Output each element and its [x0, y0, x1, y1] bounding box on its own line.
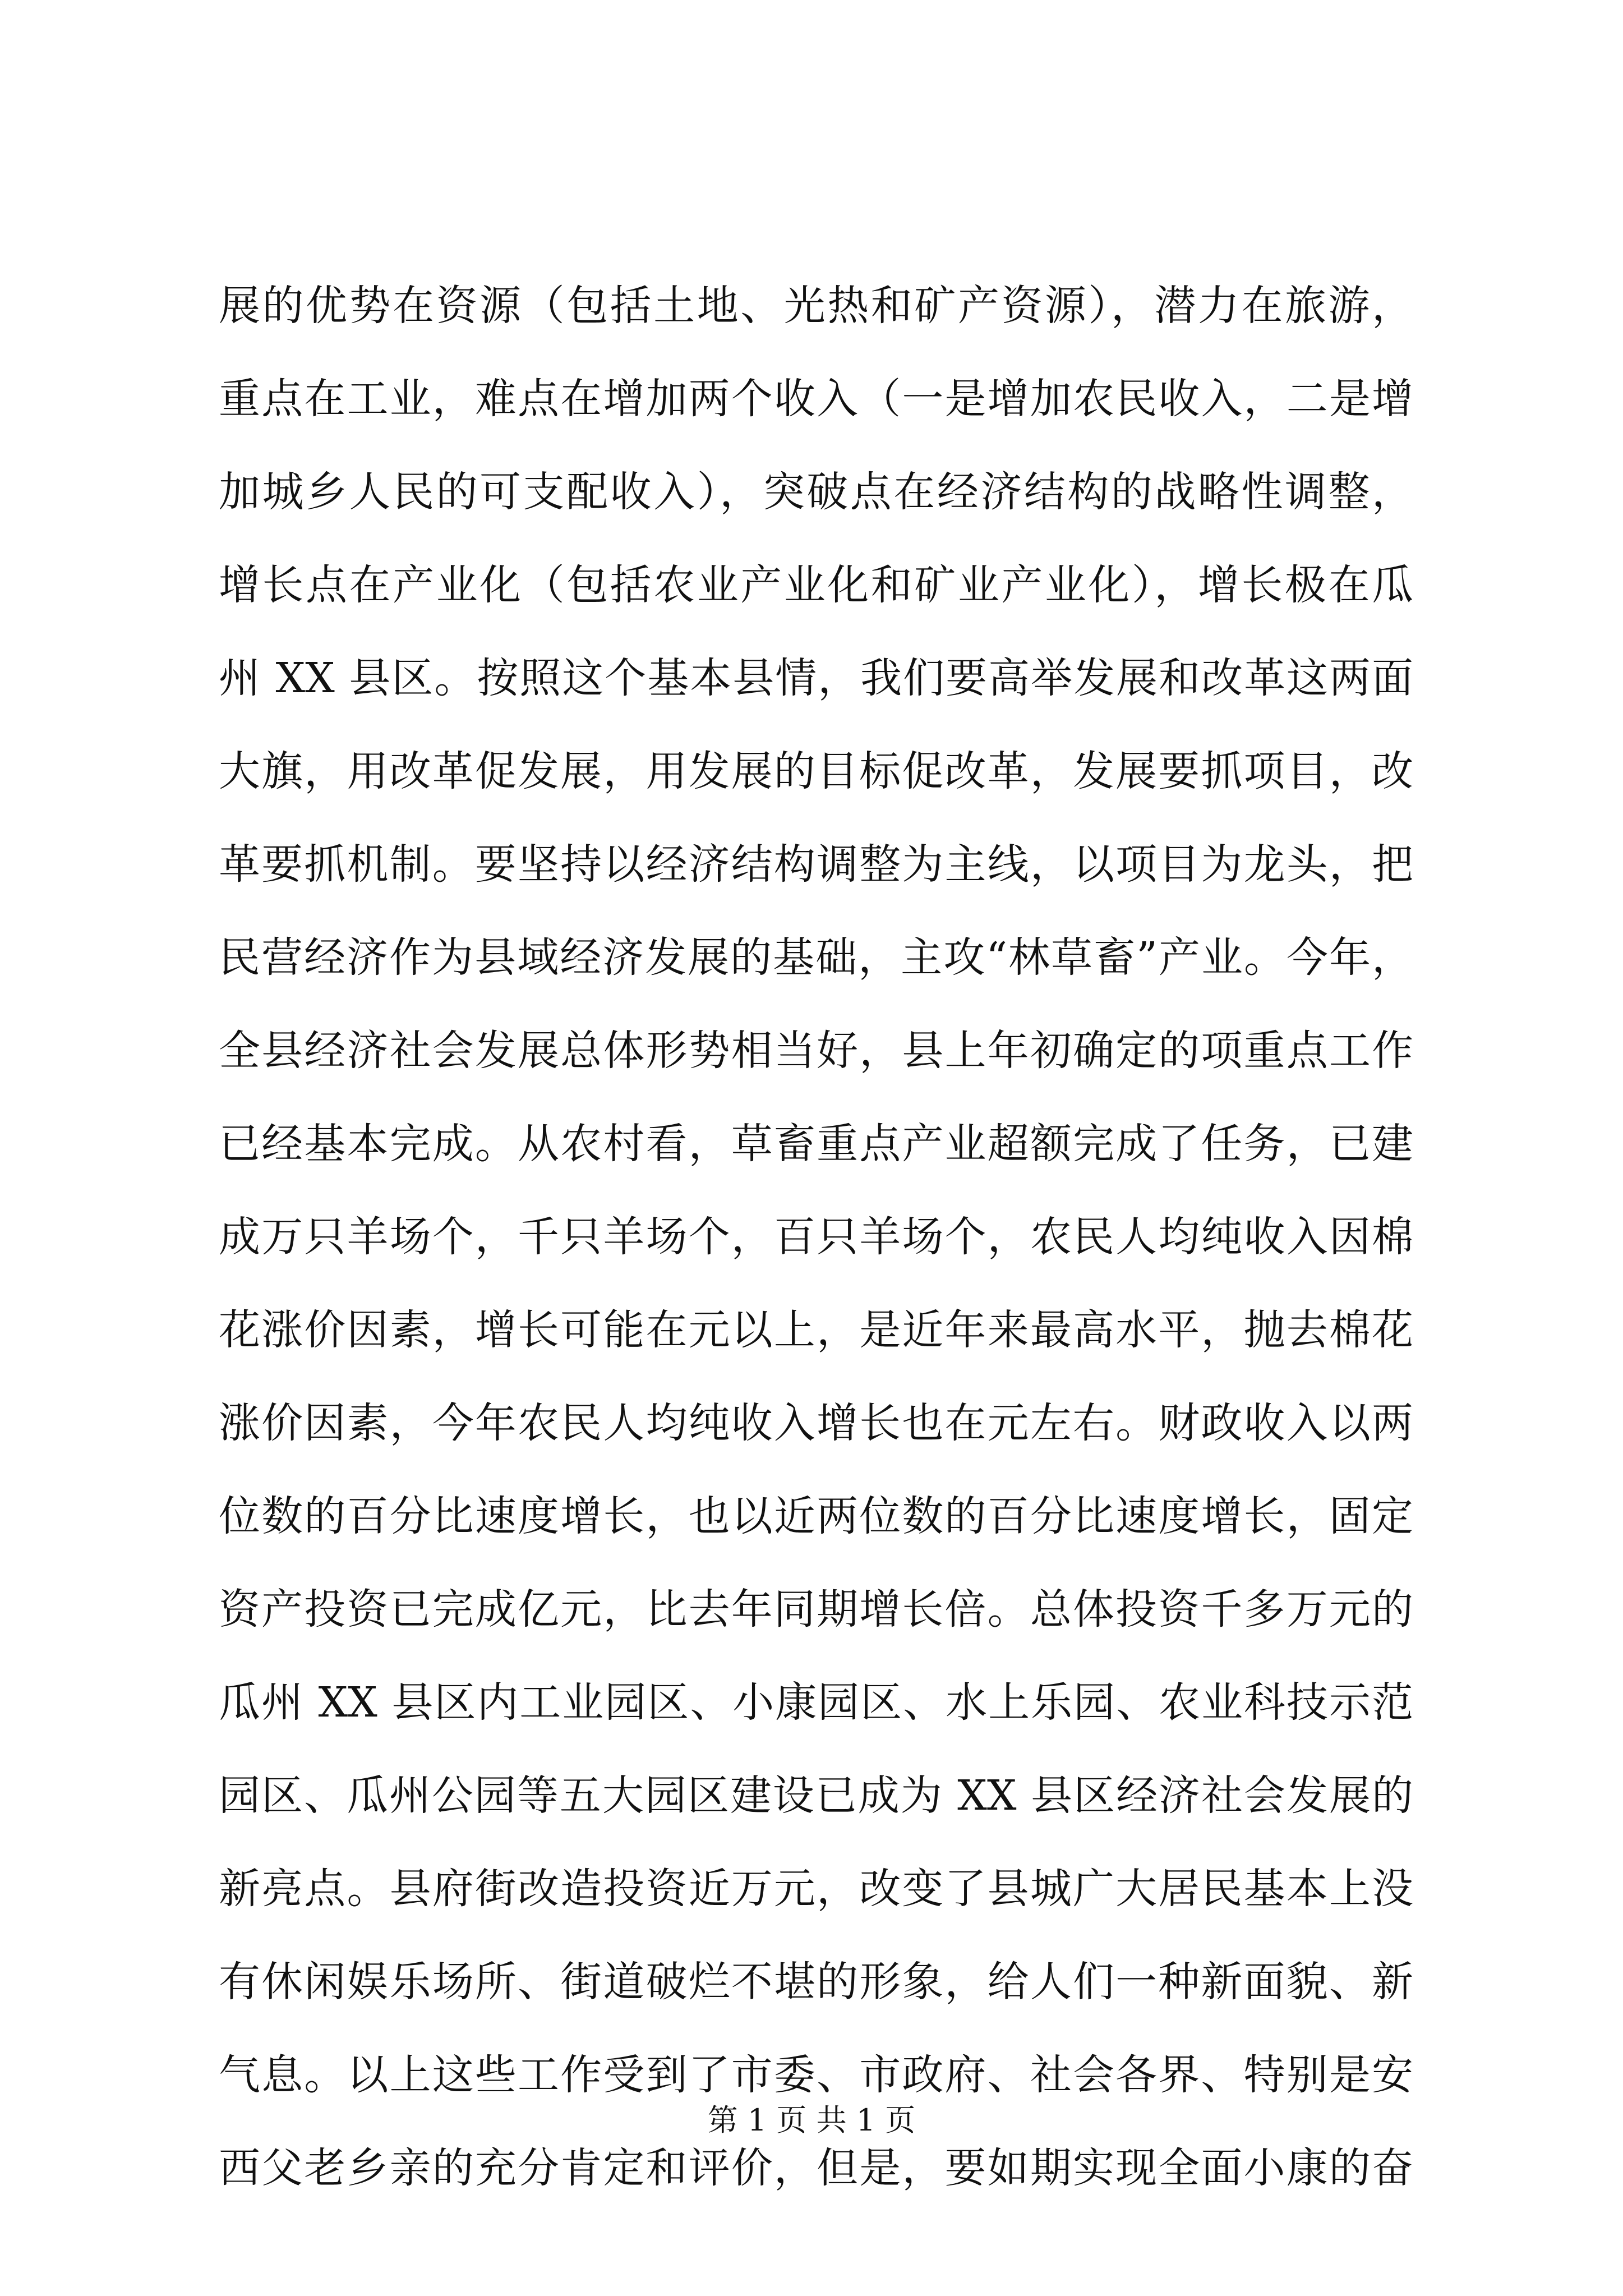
text-line: 大旗，用改革促发展，用发展的目标促改革，发展要抓项目，改 [219, 747, 1413, 795]
text-line: 资产投资已完成亿元，比去年同期增长倍。总体投资千多万元的 [219, 1585, 1413, 1634]
text-line: 全县经济社会发展总体形势相当好，县上年初确定的项重点工作 [219, 1027, 1413, 1075]
text-line: 民营经济作为县域经济发展的基础，主攻“林草畜”产业。今年， [219, 933, 1413, 982]
text-line: 已经基本完成。从农村看，草畜重点产业超额完成了任务，已建 [219, 1120, 1413, 1168]
text-line: 成万只羊场个，千只羊场个，百只羊场个，农民人均纯收入因棉 [219, 1213, 1413, 1261]
text-line: 加城乡人民的可支配收入），突破点在经济结构的战略性调整， [219, 468, 1413, 516]
text-line: 展的优势在资源（包括土地、光热和矿产资源），潜力在旅游， [219, 282, 1413, 330]
text-line: 位数的百分比速度增长，也以近两位数的百分比速度增长，固定 [219, 1492, 1413, 1540]
page-footer: 第 1 页 共 1 页 [707, 2102, 916, 2138]
text-line: 增长点在产业化（包括农业产业化和矿业产业化），增长极在瓜 [219, 561, 1413, 609]
text-line: 西父老乡亲的充分肯定和评价，但是，要如期实现全面小康的奋 [219, 2144, 1413, 2192]
text-line: 瓜州 XX 县区内工业园区、小康园区、水上乐园、农业科技示范 [219, 1678, 1413, 1727]
text-line: 新亮点。县府街改造投资近万元，改变了县城广大居民基本上没 [219, 1865, 1413, 1913]
text-line: 涨价因素，今年农民人均纯收入增长也在元左右。财政收入以两 [219, 1399, 1413, 1447]
body-text [219, 259, 1413, 2215]
text-line: 州 XX 县区。按照这个基本县情，我们要高举发展和改革这两面 [219, 654, 1413, 702]
text-line: 花涨价因素，增长可能在元以上，是近年来最高水平，抛去棉花 [219, 1306, 1413, 1354]
text-line: 气息。以上这些工作受到了市委、市政府、社会各界、特别是安 [219, 2051, 1413, 2099]
text-line: 革要抓机制。要坚持以经济结构调整为主线，以项目为龙头，把 [219, 840, 1413, 889]
text-line: 园区、瓜州公园等五大园区建设已成为 XX 县区经济社会发展的 [219, 1772, 1413, 1820]
text-line: 重点在工业，难点在增加两个收入（一是增加农民收入，二是增 [219, 375, 1413, 423]
text-line: 有休闲娱乐场所、街道破烂不堪的形象，给人们一种新面貌、新 [219, 1958, 1413, 2006]
